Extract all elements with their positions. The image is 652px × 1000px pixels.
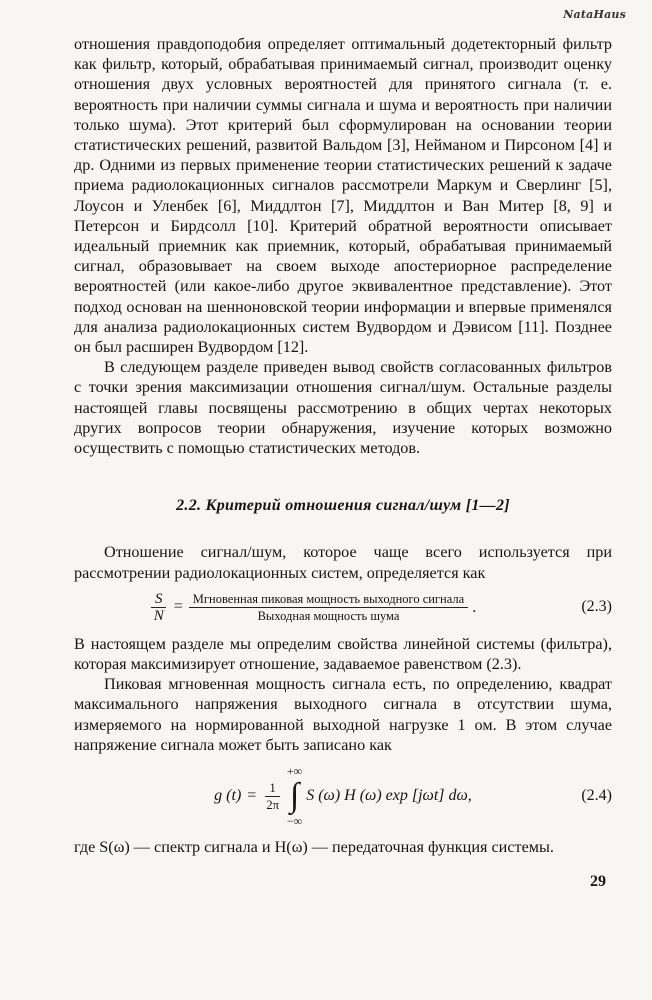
equation-2-4 [74,765,612,827]
paragraph-3: Отношение сигнал/шум, которое чаще всего используется при рассмотрении радиолокационных систем, определяется как [74,543,612,582]
integrand: S (ω) H (ω) exp [jωt] dω, [306,786,472,804]
integral-sign [287,765,302,827]
equals-sign: = [173,598,183,616]
snr-fraction [150,591,168,624]
integral-lower-limit: −∞ [286,814,303,829]
equation-period: . [472,598,477,617]
norm-fraction [262,780,283,813]
norm-denominator: 2π [266,797,279,812]
norm-numerator: 1 [265,780,279,797]
paragraph-6: где S(ω) — спектр сигнала и H(ω) — передаточная функция системы. [74,838,554,857]
equals-sign-2: = [247,786,257,804]
watermark-logo: NataHaus [563,8,626,21]
equation-number-2-3: (2.3) [581,598,612,616]
equation-number-2-4: (2.4) [581,786,612,804]
paragraph-1: отношения правдоподобия определяет оптимальный додетекторный фильтр как фильтр, который, обрабатывая принимаемый сигнал, производит оценку отношения двух условных вероятностей для принятого сигнала (т. е. вероятность при наличии суммы сигнала и шума и вероятность при наличии только шума). Этот критерий был сформулирован на основании теории статистических решений, развитой Вальдом [3], Нейманом и Пирсоном [4] и др. Одними из первых применение теории статистических решений к задаче приема радиолокационных сигналов рассмотрели Маркум и Сверлинг [5], Лоусон и Уленбек [6], Миддлтон [7], Миддлтон и Ван Митер [8, 9] и Петерсон и Бирдсолл [10]. Критерий обратной вероятности описывает идеальный приемник как приемник, который, обрабатывая принимаемый сигнал, образовывает на своем выходе апостериорное распределение вероятностей (или какое-либо другое эквивалентное представление). Этот подход основан на шенноновской теории информации и впервые применялся для анализа радиолокационных систем Вудвордом и Дэвисом [11]. Позднее он был расширен Вудвордом [12]. [74,35,612,357]
equation-2-3 [74,591,612,624]
definition-denominator: Выходная мощность шума [257,608,400,623]
definition-numerator: Мгновенная пиковая мощность выходного сигнала [189,591,468,608]
page-body [74,34,612,857]
integral-icon: ∫ [289,777,300,815]
integral-upper-limit: +∞ [286,764,303,779]
snr-denominator: N [153,607,164,624]
snr-numerator: S [151,591,167,608]
section-heading: 2.2. Критерий отношения сигнал/шум [1—2] [176,497,510,515]
paragraph-4: В настоящем разделе мы определим свойства линейной системы (фильтра), которая максимизирует отношение, задаваемое равенством (2.3). [74,634,612,674]
signal-lhs: g (t) [214,786,242,804]
paragraph-2: В следующем разделе приведен вывод свойств согласованных фильтров с точки зрения максимизации отношения сигнал/шум. Остальные разделы настоящей главы посвящены рассмотрению в общих чертах некоторых других вопросов теории обнаружения, изучение которых возможно осуществить с помощью статистических методов. [74,358,612,458]
page-number: 29 [590,873,606,890]
paragraph-5: Пиковая мгновенная мощность сигнала есть, по определению, квадрат максимального напряжения выходного сигнала в отсутствии шума, измеряемого на нормированной выходной нагрузке 1 ом. В этом случае напряжение сигнала может быть записано как [74,675,612,754]
definition-fraction [189,591,468,624]
